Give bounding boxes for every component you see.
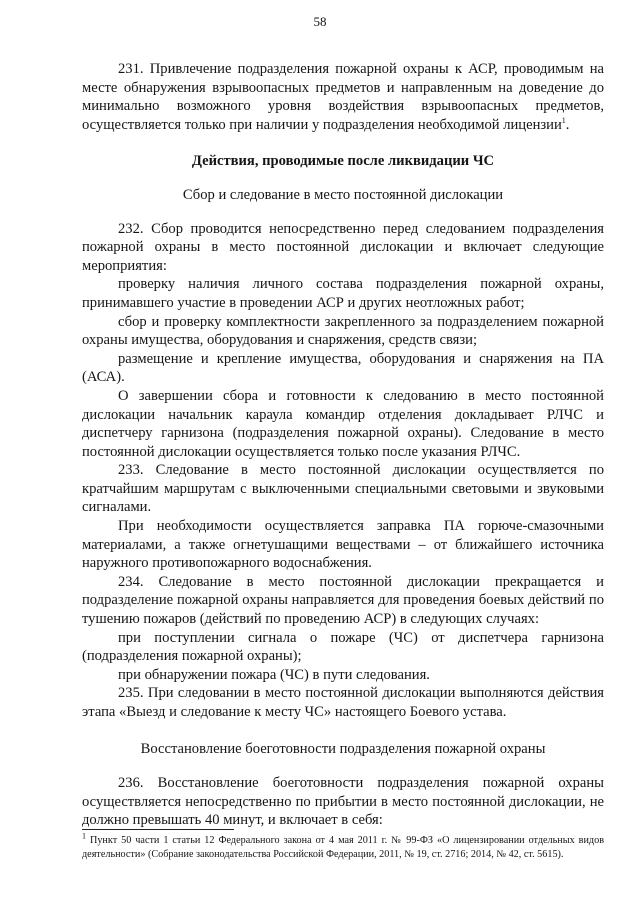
paragraph-232-item-a: проверку наличия личного состава подразделения пожарной охраны, принимавшего участие в проведении АСР и других неотложных работ; <box>82 276 604 311</box>
paragraph-232-item-b: сбор и проверку комплектности закрепленного за подразделением пожарной охраны имущества, оборудования и снаряжения, средств связи; <box>82 313 604 349</box>
paragraph-235: 235. При следовании в место постоянной дислокации выполняются действия этапа «Выезд и следование к месту ЧС» настоящего Боевого устава. <box>82 685 604 720</box>
paragraph-234-item-b: при обнаружении пожара (ЧС) в пути следования. <box>118 666 430 683</box>
paragraph-231-text: 231. Привлечение подразделения пожарной охраны к АСР, проводимым на месте обнаружения взрывоопасных предметов и направленным на доведение до минимально возможного уровня воздействия взрывоопасных предметов, осуществляется только при наличии у подразделения необходимой лицензии <box>82 61 604 133</box>
footnote-mark: 1 <box>82 831 86 841</box>
footnote-reference: 1 <box>561 115 566 125</box>
section-heading: Действия, проводимые после ликвидации ЧС <box>191 153 495 170</box>
paragraph-232: 232. Сбор проводится непосредственно перед следованием подразделения пожарной охраны в место постоянной дислокации и включает следующие мероприятия: <box>82 220 604 274</box>
paragraph-233: 233. Следование в место постоянной дислокации осуществляется по кратчайшим маршрутам с выключенными специальными световыми и звуковыми сигналами. <box>82 462 604 516</box>
paragraph-231-end: . <box>565 116 570 133</box>
paragraph-234: 234. Следование в место постоянной дислокации прекращается и подразделение пожарной охраны направляется для проведения боевых действий по тушению пожаров (действий по проведению АСР) в следующих случаях: <box>82 573 604 628</box>
paragraph-231 <box>82 60 604 134</box>
footnote <box>82 831 605 861</box>
footnote-divider <box>82 829 234 830</box>
page-number: 58 <box>313 14 327 29</box>
paragraph-233-refuel: При необходимости осуществляется заправка ПА горюче-смазочными материалами, а также огнетушащими веществами – от ближайшего источника наружного противопожарного водоснабжения. <box>82 518 604 572</box>
paragraph-236: 236. Восстановление боеготовности подразделения пожарной охраны осуществляется непосредственно по прибытии в место постоянной дислокации, не должно превышать 40 минут, и включает в себя: <box>82 775 604 829</box>
paragraph-234-item-a: при поступлении сигнала о пожаре (ЧС) от диспетчера гарнизона (подразделения пожарной охраны); <box>82 629 604 665</box>
subsection-heading-restoration: Восстановление боеготовности подразделения пожарной охраны <box>140 740 546 757</box>
body-text <box>82 60 604 830</box>
subsection-heading-gathering: Сбор и следование в место постоянной дислокации <box>182 186 504 203</box>
footnote-text: Пункт 50 части 1 статьи 12 Федерального закона от 4 мая 2011 г. № 99-ФЗ «О лицензировании отдельных видов деятельности» (Собрание законодательства Российской Федерации, 2011, № 19, ст. 2716; 2014, № 42, ст. 5615). <box>82 835 605 860</box>
paragraph-232-report: О завершении сбора и готовности к следованию в место постоянной дислокации начальник караула командир отделения докладывает РЛЧС и диспетчеру гарнизона (подразделения пожарной охраны). Следование в место постоянной дислокации осуществляется только после указания РЛЧС. <box>82 387 604 460</box>
paragraph-232-item-c: размещение и крепление имущества, оборудования и снаряжения на ПА (АСА). <box>82 350 604 386</box>
